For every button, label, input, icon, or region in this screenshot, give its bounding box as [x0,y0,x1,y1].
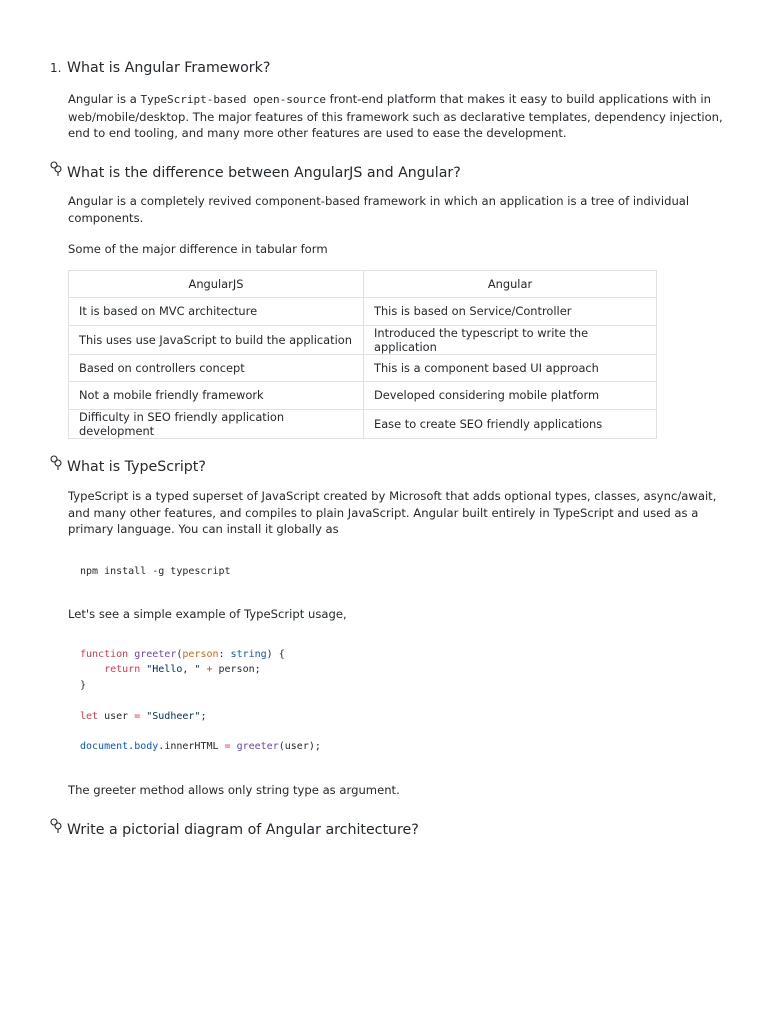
table-cell: It is based on MVC architecture [69,298,364,326]
code-token: user [98,710,135,722]
table-header-angular: Angular [364,271,657,298]
code-token: greeter [230,741,279,753]
code-token: person [182,649,219,660]
question-1-number: 1. [50,61,62,75]
install-code-block [80,564,231,579]
anchor-glyph-icon [50,818,64,834]
table-row [69,354,657,382]
typescript-code-block [80,647,321,755]
anchor-glyph-icon [50,455,64,471]
answer-2-paragraph: Angular is a completely revived component-based framework in which an application is a tree of individual components. [68,194,690,225]
answer-3-paragraph: TypeScript is a typed superset of JavaScript created by Microsoft that adds optional types, classes, async/await, and many other features, and compiles to plain JavaScript. Angular built entirely in TypeScript and used as a primary language. You can install it globally as [68,489,717,536]
code-token: "Hello, " [140,664,201,676]
question-3-title: What is TypeScript? [67,459,206,475]
question-3-heading [50,455,206,477]
link-anchor-icon[interactable] [50,161,67,183]
question-4-heading [50,818,419,840]
answer-1-paragraph [68,91,728,142]
table-cell: Ease to create SEO friendly applications [364,409,657,438]
table-intro-paragraph: Some of the major difference in tabular form [68,242,328,256]
code-token: document [80,741,129,753]
table-row [69,298,657,326]
table-cell: Not a mobile friendly framework [69,382,364,410]
table-cell: Based on controllers concept [69,354,364,382]
question-2-heading [50,161,461,183]
code-token: return [104,664,141,676]
table-cell: Difficulty in SEO friendly application development [69,409,364,438]
code-token: (user); [278,741,321,753]
code-token: = [224,741,231,753]
table-cell: This is a component based UI approach [364,354,657,382]
table-row [69,409,657,438]
table-cell: Developed considering mobile platform [364,382,657,410]
question-1-title: What is Angular Framework? [67,60,271,76]
question-1-heading [50,58,270,78]
answer-1-text-c: front-end platform that makes it easy to build applications with in web/mobile/desktop. The major features of this framework such as declarative templates, dependency injection, end to end tooling, and many more other features are used to ease the development. [68,92,723,140]
question-4-title: Write a pictorial diagram of Angular architecture? [67,822,419,838]
answer-1-text-a: Angular is a [68,92,141,106]
table-cell: This uses use JavaScript to build the application [69,325,364,354]
example-intro-paragraph: Let's see a simple example of TypeScript usage, [68,607,347,621]
table-cell: Introduced the typescript to write the application [364,325,657,354]
comparison-table [68,270,657,439]
code-token: + [200,664,219,676]
code-token: ; [200,710,207,722]
table-header-angularjs: AngularJS [69,271,364,298]
table-row [69,382,657,410]
code-token: let [80,710,99,722]
code-token: } [80,679,87,691]
table-row [69,325,657,354]
code-token: "Sudheer" [140,710,201,722]
install-command: npm install -g typescript [80,566,231,577]
code-token: : [218,649,231,660]
code-token: . [128,741,135,753]
code-token: body [134,741,159,753]
code-token: function [80,649,129,660]
link-anchor-icon[interactable] [50,455,67,477]
question-2-title: What is the difference between AngularJS and Angular? [67,165,461,181]
code-token: ) { [266,649,285,660]
answer-1-inline-code: TypeScript-based open-source [140,93,326,106]
link-anchor-icon[interactable] [50,818,67,840]
code-token [80,664,104,675]
anchor-glyph-icon [50,161,64,177]
greeter-note-paragraph: The greeter method allows only string type as argument. [68,783,400,797]
code-token: ( [176,649,183,660]
code-token: person; [218,664,261,676]
table-cell: This is based on Service/Controller [364,298,657,326]
code-token: .innerHTML [158,741,225,753]
code-token: string [230,649,267,660]
code-token: = [134,710,141,722]
table-header-row [69,271,657,298]
code-token: greeter [128,649,177,660]
